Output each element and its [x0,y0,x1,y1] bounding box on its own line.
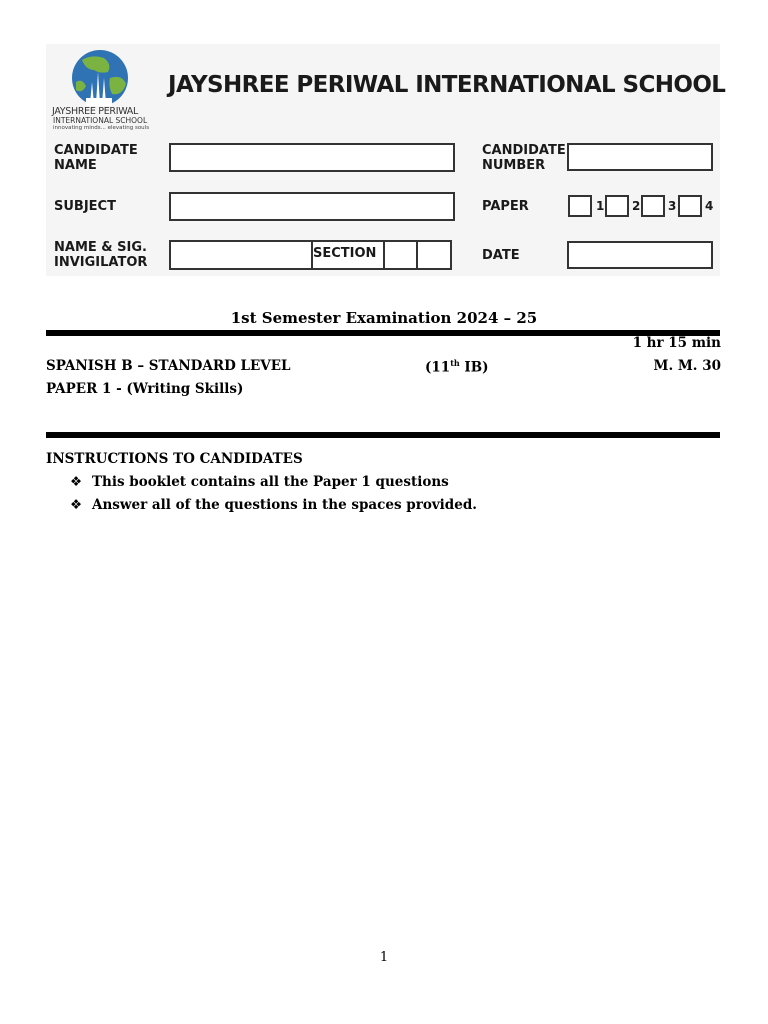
candidate-name-field[interactable] [169,143,455,172]
page-number: 1 [379,950,389,965]
date-field[interactable] [567,241,713,269]
paper-1-checkbox[interactable] [568,195,592,217]
instructions-heading: INSTRUCTIONS TO CANDIDATES [46,451,303,467]
diamond-bullet-icon: ❖ [70,497,83,513]
invigilator-label: NAME & SIG. INVIGILATOR [54,240,148,270]
section-divider-right [416,241,418,269]
exam-title: 1st Semester Examination 2024 – 25 [230,309,538,327]
paper-4-checkbox[interactable] [678,195,702,217]
logo-tagline: innovating minds... elevating souls [53,125,150,131]
instruction-item: ❖ This booklet contains all the Paper 1 questions [70,474,449,490]
section-label: SECTION [313,246,377,261]
paper-label: PAPER [482,199,529,214]
candidate-name-label: CANDIDATE NAME [54,143,138,173]
paper-3-label: 3 [668,199,677,213]
instruction-item: ❖ Answer all of the questions in the spaces provided. [70,497,477,513]
bottom-rule [46,432,720,438]
candidate-number-field[interactable] [567,143,713,171]
candidate-number-label: CANDIDATE NUMBER [482,143,566,173]
date-label: DATE [482,248,520,263]
top-rule [46,330,720,336]
grade-label: (11th IB) [425,358,489,376]
subject-line: SPANISH B – STANDARD LEVEL [46,358,291,374]
paper-3-checkbox[interactable] [641,195,665,217]
school-name: JAYSHREE PERIWAL INTERNATIONAL SCHOOL [168,72,726,98]
section-divider-mid [383,241,385,269]
subject-label: SUBJECT [54,199,116,214]
paper-1-label: 1 [596,199,605,213]
paper-2-label: 2 [632,199,641,213]
diamond-bullet-icon: ❖ [70,474,83,490]
exam-duration: 1 hr 15 min [632,335,721,351]
logo-line2: INTERNATIONAL SCHOOL [53,116,148,125]
max-marks: M. M. 30 [653,358,721,374]
logo-line1: JAYSHREE PERIWAL [52,106,138,117]
paper-line: PAPER 1 - (Writing Skills) [46,381,244,397]
subject-field[interactable] [169,192,455,221]
paper-4-label: 4 [705,199,714,213]
paper-2-checkbox[interactable] [605,195,629,217]
